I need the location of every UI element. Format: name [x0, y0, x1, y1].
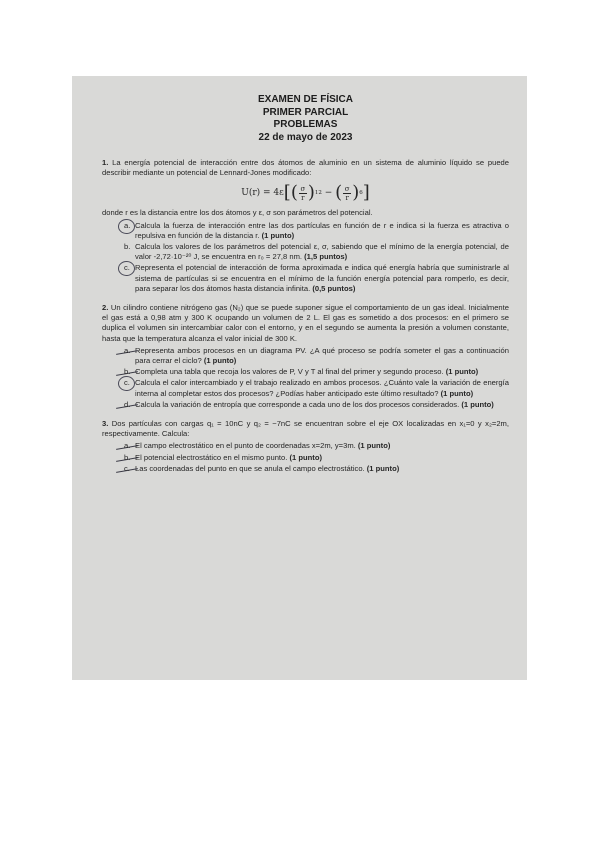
formula-lhs: U(r) = 4ε: [241, 188, 284, 199]
item-letter: d.: [124, 399, 131, 409]
paren-open: (: [290, 182, 298, 204]
item-text: Calcula la fuerza de interacción entre las dos partículas en función de r e indica si la fuerza es atractiva o repulsiva en función de la distancia r.: [135, 220, 509, 240]
problem-statement: Un cilindro contiene nitrógeno gas (N₂) que se puede suponer sigue el comportamiento de un gas ideal. Inicialmente el gas está a 0,98 atm y 300 K ocupando un volumen de 2 L. El gas es sometido a dos procesos: en el primero se duplica el volumen sin intercambiar calor con el entorno, y en el segundo se aumenta la presión a volumen constante, hasta que la temperatura alcanza el valor inicial de 300 K.: [102, 303, 509, 343]
item-points: (1 punto): [261, 230, 295, 240]
fraction-1: [299, 185, 307, 202]
exam-header: [102, 94, 509, 144]
formula-explanation: donde r es la distancia entre los dos átomos y ε, σ son parámetros del potencial.: [102, 208, 373, 218]
item-points: (1 punto): [203, 356, 237, 366]
item-points: (1 punto): [289, 452, 322, 462]
denominator: r: [345, 193, 349, 202]
problem-items: [124, 346, 509, 410]
item-text: Representa ambos procesos en un diagrama PV. ¿A qué proceso se podría someter el gas a continuación para cerrar el ciclo?: [135, 345, 509, 366]
item-text: Las coordenadas del punto en que se anula el campo electrostático.: [135, 463, 365, 473]
problem-number: 1.: [102, 158, 109, 167]
item-letter: c.: [124, 378, 130, 388]
lennard-jones-formula: [102, 180, 509, 206]
item-2b: [124, 367, 509, 377]
item-2d: [124, 400, 509, 410]
item-letter: b.: [124, 452, 131, 462]
item-points: (1 punto): [445, 367, 479, 377]
item-letter: c.: [124, 263, 130, 273]
item-points: (1 punto): [357, 441, 391, 451]
item-text: Calcula los valores de los parámetros del potencial ε, σ, sabiendo que el mínimo de la energía potencial, de valor -2,72·10⁻²⁰ J, se encuentra en r₀ = 27,8 nm.: [135, 242, 509, 262]
item-text: Representa el potencial de interacción de forma aproximada e indica qué energía habría que suministrarle al sistema de partículas si se encuentra en el mínimo de la función energía potencial para romperlo, es decir, para separar los dos átomos hasta distancia infinita.: [135, 263, 509, 293]
exam-sheet: [72, 76, 527, 680]
item-letter: a.: [124, 220, 131, 230]
item-letter: b.: [124, 242, 131, 252]
problem-statement: Dos partículas con cargas q₁ = 10nC y q₂ = −7nC se encuentran sobre el eje OX localizadas en x₁=0 y x₂=2m, respectivamente. Calcula:: [102, 419, 509, 439]
problem-items: [124, 441, 509, 474]
exam-section: PROBLEMAS: [273, 119, 338, 130]
problem-intro: [102, 419, 509, 439]
exam-title: EXAMEN DE FÍSICA: [257, 94, 353, 105]
problem-3: [102, 419, 509, 474]
paren-close: ): [307, 182, 315, 204]
exponent-6: 6: [359, 190, 363, 197]
item-text: Calcula el calor intercambiado y el trabajo realizado en ambos procesos. ¿Cuánto vale la variación de energía interna al completar estos dos procesos? ¿Podías haber anticipado este último resultado?: [135, 378, 509, 398]
item-points: (1 punto): [440, 388, 474, 398]
problem-number: 3.: [102, 419, 109, 429]
item-3c: [124, 464, 509, 474]
denominator: r: [301, 193, 305, 202]
problem-intro: [102, 303, 509, 344]
minus-sign: −: [321, 188, 336, 199]
item-letter: a.: [124, 345, 131, 355]
item-text: Completa una tabla que recoja los valores de P, V y T al final del primer y segundo proceso.: [135, 367, 444, 377]
fraction-2: [343, 185, 351, 202]
item-points: (1,5 puntos): [304, 252, 348, 262]
exponent-12: 12: [314, 190, 322, 197]
item-1c: [124, 263, 509, 294]
item-letter: b.: [124, 367, 131, 377]
item-3a: [124, 441, 509, 451]
problem-statement: La energía potencial de interacción entre dos átomos de aluminio en un sistema de aluminio líquido se puede describir mediante un potencial de Lennard-Jones modificado:: [102, 158, 509, 178]
paren-close: ): [352, 182, 360, 204]
paren-open: (: [335, 182, 343, 204]
item-2c: [124, 378, 509, 398]
numerator: σ: [344, 184, 350, 193]
item-3b: [124, 453, 509, 463]
problem-number: 2.: [102, 303, 109, 313]
item-points: (1 punto): [366, 463, 400, 473]
problem-intro: [102, 158, 509, 178]
item-text: El potencial electrostático en el mismo punto.: [135, 452, 288, 462]
item-2a: [124, 346, 509, 366]
bracket-close: ]: [362, 182, 370, 204]
item-text: El campo electrostático en el punto de coordenadas x=2m, y=3m.: [135, 441, 356, 451]
problem-1: [102, 158, 509, 294]
item-letter: a.: [124, 441, 131, 451]
problem-items: [124, 221, 509, 294]
problem-2: [102, 303, 509, 410]
item-1b: [124, 242, 509, 262]
item-letter: c.: [124, 463, 130, 473]
exam-subtitle: PRIMER PARCIAL: [262, 106, 349, 118]
numerator: σ: [300, 184, 306, 193]
bracket-open: [: [283, 182, 291, 204]
item-points: (0,5 puntos): [312, 283, 356, 293]
item-text: Calcula la variación de entropía que corresponde a cada uno de los dos procesos considerados.: [135, 399, 460, 409]
item-points: (1 punto): [461, 399, 494, 409]
item-1a: [124, 221, 509, 241]
exam-date: 22 de mayo de 2023: [258, 131, 353, 143]
